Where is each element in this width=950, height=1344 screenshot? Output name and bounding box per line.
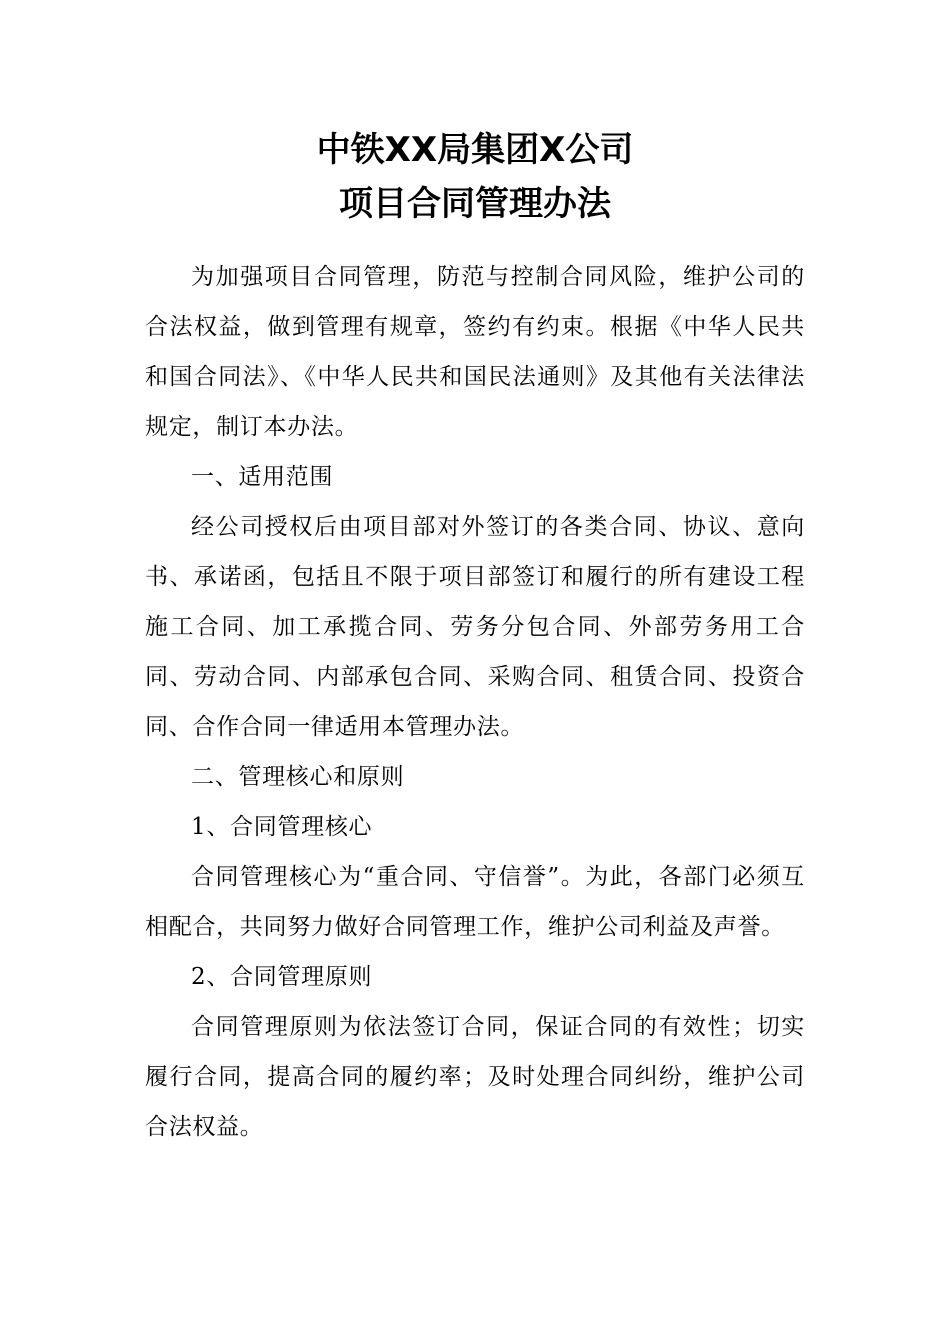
document-body xyxy=(145,252,805,1152)
section-heading-core-principles: 二、管理核心和原则 xyxy=(191,764,405,790)
subheading-core: 1、合同管理核心 xyxy=(191,814,373,840)
section-heading-scope: 一、适用范围 xyxy=(191,464,334,490)
scope-paragraph: 经公司授权后由项目部对外签订的各类合同、协议、意向书、承诺函，包括且不限于项目部签订和履行的所有建设工程施工合同、加工承揽合同、劳务分包合同、外部劳务用工合同、劳动合同、内部承包合同、采购合同、租赁合同、投资合同、合作合同一律适用本管理办法。 xyxy=(145,514,805,740)
intro-paragraph: 为加强项目合同管理，防范与控制合同风险，维护公司的合法权益，做到管理有规章，签约有约束。根据《中华人民共和国合同法》、《中华人民共和国民法通则》及其他有关法律法规定，制订本办法。 xyxy=(145,264,805,440)
document-title-line-1: 中铁XX局集团X公司 xyxy=(316,130,634,170)
subheading-principles: 2、合同管理原则 xyxy=(191,964,373,990)
core-paragraph: 合同管理核心为“重合同、守信誉”。为此，各部门必须互相配合，共同努力做好合同管理工作，维护公司利益及声誉。 xyxy=(145,864,805,940)
document-title-line-2: 项目合同管理办法 xyxy=(339,184,611,224)
principles-paragraph: 合同管理原则为依法签订合同，保证合同的有效性；切实履行合同，提高合同的履约率；及时处理合同纠纷，维护公司合法权益。 xyxy=(145,1014,805,1140)
